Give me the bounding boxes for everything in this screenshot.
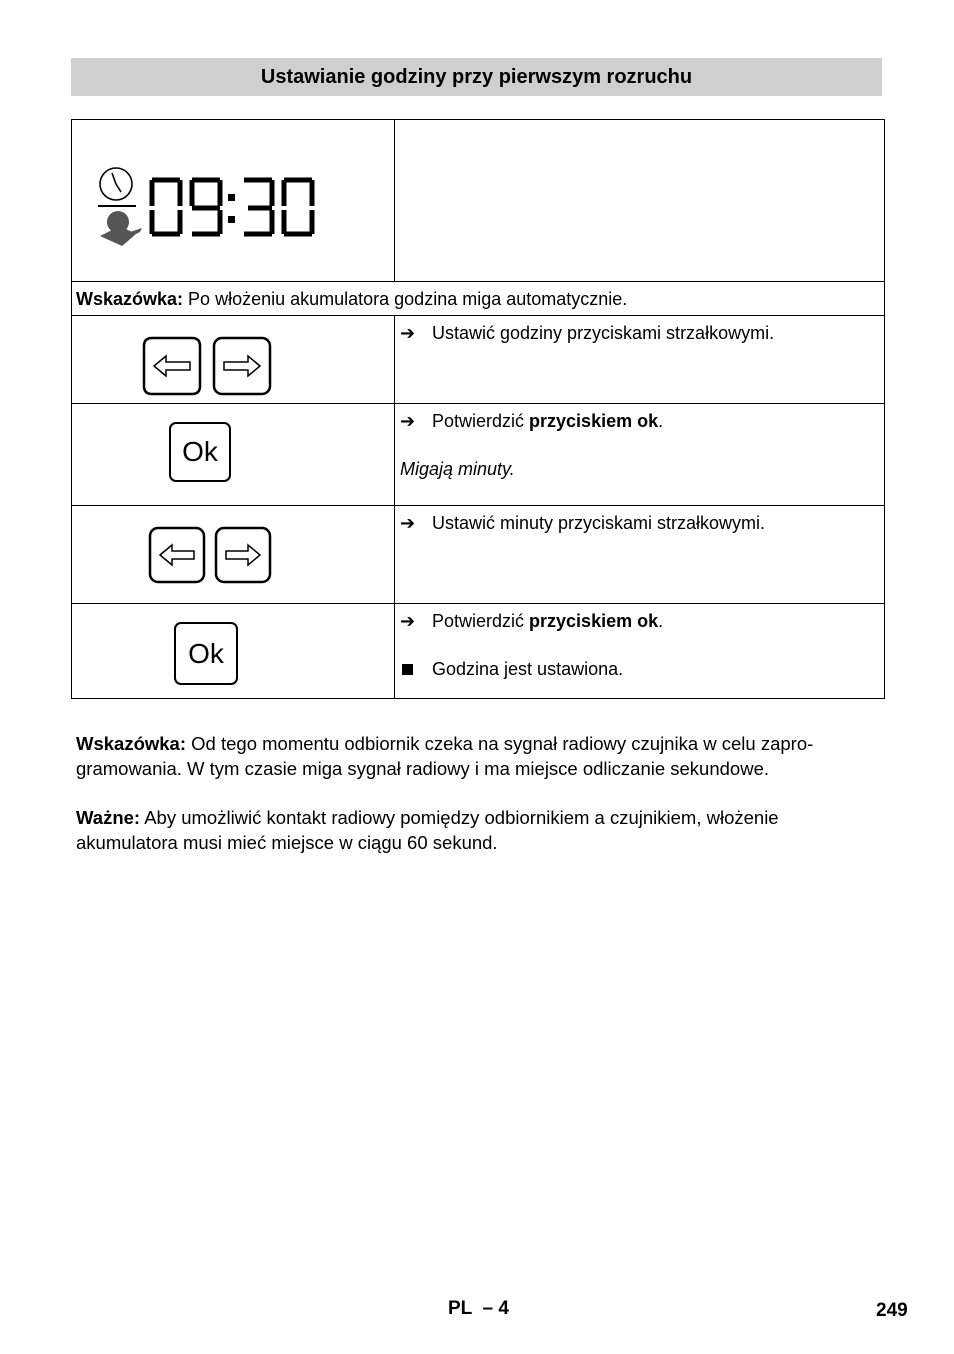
step-4-result: Godzina jest ustawiona. bbox=[432, 659, 624, 679]
note-label: Wskazówka: bbox=[76, 289, 184, 309]
section-title: Ustawianie godziny przy pierwszym rozruchu bbox=[71, 58, 882, 96]
time-digits bbox=[152, 180, 312, 234]
right-arrow-icon bbox=[226, 545, 260, 565]
note-paragraph bbox=[76, 731, 888, 781]
right-arrow-icon bbox=[224, 356, 260, 376]
step-2-text: Potwierdzić bbox=[432, 411, 530, 431]
step-2-end: . bbox=[658, 411, 664, 431]
left-arrow-key[interactable] bbox=[142, 336, 202, 396]
step-2-status: Migają minuty. bbox=[400, 459, 515, 479]
page-number: 249 bbox=[876, 1300, 908, 1321]
instruction-table bbox=[71, 119, 885, 699]
ok-button[interactable]: Ok bbox=[169, 422, 231, 482]
result-bullet-icon bbox=[400, 658, 432, 680]
lcd-display bbox=[92, 162, 332, 262]
step-4-text: Potwierdzić bbox=[432, 611, 530, 631]
step-2-cell bbox=[395, 404, 885, 506]
arrow-keys-cell bbox=[72, 316, 395, 404]
arrow-keys-cell-2 bbox=[72, 506, 395, 604]
important-text-line2: akumulatora musi mieć miejsce w ciągu 60 sekund. bbox=[76, 832, 498, 853]
important-text: Aby umożliwić kontakt radiowy pomiędzy odbiornikiem a czujnikiem, włożenie bbox=[140, 807, 779, 828]
note2-text: Od tego momentu odbiornik czeka na sygnał radiowy czujnika w celu zapro- bbox=[186, 733, 814, 754]
step-arrow-icon: ➔ bbox=[400, 411, 416, 431]
ok-key-cell-1 bbox=[72, 404, 395, 506]
display-info-cell bbox=[395, 120, 885, 282]
display-cell bbox=[72, 120, 395, 282]
note2-text-line2: gramowania. W tym czasie miga sygnał radiowy i ma miejsce odliczanie sekundowe. bbox=[76, 758, 770, 779]
footer-section: PL – 4 bbox=[448, 1298, 509, 1319]
arrow-key-pair bbox=[142, 336, 272, 396]
right-arrow-key[interactable] bbox=[214, 526, 272, 584]
step-4-cell bbox=[395, 604, 885, 699]
important-label: Ważne: bbox=[76, 807, 141, 828]
left-arrow-icon bbox=[160, 545, 194, 565]
step-arrow-icon: ➔ bbox=[400, 513, 416, 533]
important-paragraph bbox=[76, 805, 888, 855]
step-arrow-icon: ➔ bbox=[400, 611, 416, 631]
left-arrow-key[interactable] bbox=[148, 526, 206, 584]
ok-key-cell-2 bbox=[72, 604, 395, 699]
step-4-bold: przyciskiem ok bbox=[529, 611, 659, 631]
step-4-end: . bbox=[658, 611, 664, 631]
left-arrow-icon bbox=[154, 356, 190, 376]
note-text: Po włożeniu akumulatora godzina miga automatycznie. bbox=[183, 289, 628, 309]
clock-icon bbox=[100, 168, 132, 200]
step-arrow-icon: ➔ bbox=[400, 323, 416, 343]
ok-button[interactable]: Ok bbox=[174, 622, 238, 685]
note2-label: Wskazówka: bbox=[76, 733, 187, 754]
watering-can-icon bbox=[100, 211, 142, 246]
step-1-text: Ustawić godziny przyciskami strzałkowymi. bbox=[432, 323, 775, 343]
note-row bbox=[72, 282, 885, 316]
step-2-bold: przyciskiem ok bbox=[529, 411, 659, 431]
arrow-key-pair bbox=[148, 526, 272, 584]
step-3-cell bbox=[395, 506, 885, 604]
step-1-cell bbox=[395, 316, 885, 404]
step-3-text: Ustawić minuty przyciskami strzałkowymi. bbox=[432, 513, 766, 533]
right-arrow-key[interactable] bbox=[212, 336, 272, 396]
